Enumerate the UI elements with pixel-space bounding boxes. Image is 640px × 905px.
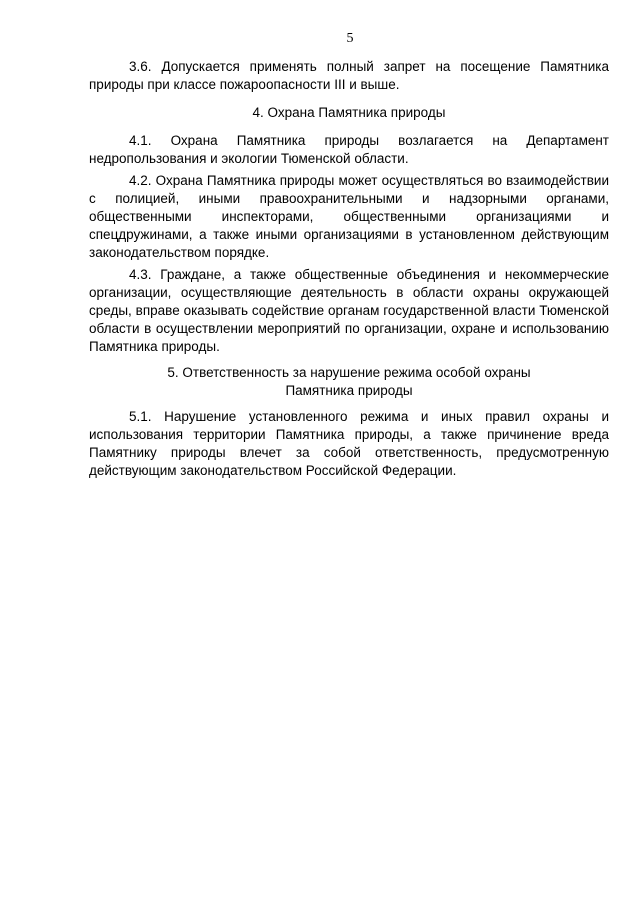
section-4-heading: 4. Охрана Памятника природы — [252, 105, 446, 120]
paragraph-3-6: 3.6. Допускается применять полный запрет на посещение Памятника природы при классе пожароопасности III и выше. — [89, 59, 609, 92]
paragraph-5-1: 5.1. Нарушение установленного режима и иных правил охраны и использования территории Памятника природы, а также причинение вреда Памятнику природы влечет за собой ответственность, предусмотренную действующим законодательством Российской Федерации. — [89, 409, 609, 478]
document-body — [89, 58, 609, 480]
section-5-heading-line-1: 5. Ответственность за нарушение режима особой охраны — [167, 365, 531, 380]
paragraph-4-2: 4.2. Охрана Памятника природы может осуществляться во взаимодействии с полицией, иными правоохранительными и надзорными органами, общественными инспекторами, общественными организациями и спецдружинами, а также иными организациями в установленном действующим законодательством порядке. — [89, 173, 609, 260]
section-5-heading-line-2: Памятника природы — [285, 383, 413, 398]
paragraph-4-1: 4.1. Охрана Памятника природы возлагается на Департамент недропользования и экологии Тюменской области. — [89, 133, 609, 166]
section-5-heading — [89, 364, 609, 400]
page-number: 5 — [346, 31, 354, 46]
paragraph-4-3: 4.3. Граждане, а также общественные объединения и некоммерческие организации, осуществляющие деятельность в области охраны окружающей среды, вправе оказывать содействие органам государственной власти Тюменской области в осуществлении мероприятий по организации, охране и использованию Памятника природы. — [89, 267, 609, 354]
